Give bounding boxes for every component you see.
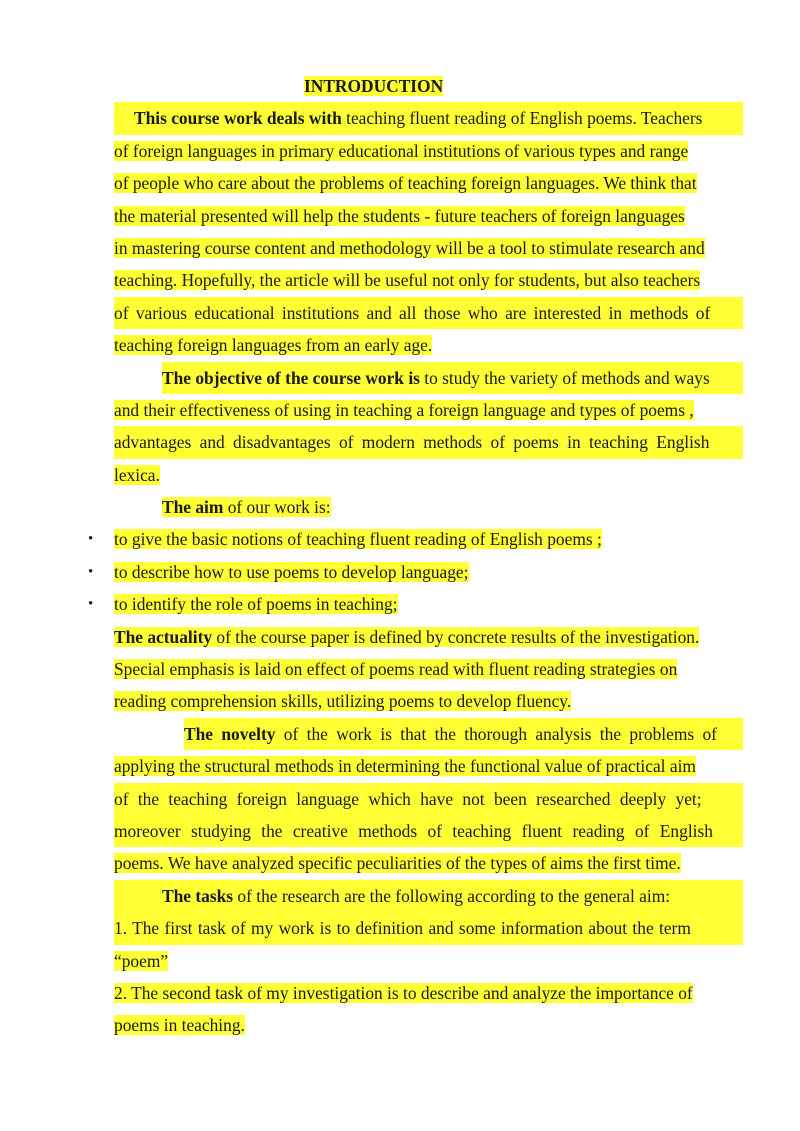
aim-line — [114, 491, 743, 523]
novelty-line-1 — [114, 718, 743, 750]
actuality-line-3 — [114, 685, 743, 717]
objective-line-4 — [114, 459, 743, 491]
aim-item-text: to identify the role of poems in teaching; — [114, 594, 398, 615]
actuality-lead: The actuality — [114, 626, 213, 647]
intro-text: teaching fluent reading of English poems. Teachers — [346, 108, 703, 129]
intro-text: of various educational institutions and all those who are interested in methods of — [114, 297, 743, 329]
novelty-line-3 — [114, 783, 743, 815]
intro-line-8 — [114, 329, 743, 361]
novelty-text: moreover studying the creative methods of teaching fluent reading of English — [114, 815, 743, 847]
intro-line-7 — [114, 297, 743, 329]
tasks-lead: The tasks — [162, 885, 234, 906]
intro-text: teaching. Hopefully, the article will be useful not only for students, but also teachers — [114, 270, 701, 291]
novelty-text: applying the structural methods in determining the functional value of practical aim — [114, 756, 696, 777]
intro-line-4 — [114, 200, 743, 232]
aim-list-item — [88, 556, 743, 588]
actuality-text: Special emphasis is laid on effect of poems read with fluent reading strategies on — [114, 659, 678, 680]
task-2-text: 2. The second task of my investigation is to describe and analyze the importance of — [114, 982, 693, 1003]
aim-list-item — [88, 588, 743, 620]
bullet-icon: • — [88, 563, 94, 580]
objective-text: lexica. — [114, 464, 160, 485]
novelty-text: of the work is that the thorough analysis the problems of — [283, 723, 717, 744]
aim-item-text: to give the basic notions of teaching fluent reading of English poems ; — [114, 529, 602, 550]
page-title: INTRODUCTION — [304, 76, 444, 96]
actuality-text: reading comprehension skills, utilizing poems to develop fluency. — [114, 691, 572, 712]
objective-lead: The objective of the course work is — [162, 367, 420, 388]
actuality-line-2 — [114, 653, 743, 685]
aim-text: of our work is: — [227, 497, 331, 518]
actuality-text: of the course paper is defined by concrete results of the investigation. — [216, 626, 700, 647]
task-1-text: “poem” — [114, 950, 169, 971]
intro-line-6 — [114, 264, 743, 296]
novelty-line-4 — [114, 815, 743, 847]
intro-line-1 — [114, 102, 743, 134]
task-1-line-1 — [114, 912, 743, 944]
objective-text: to study the variety of methods and ways — [424, 367, 710, 388]
objective-text: and their effectiveness of using in teaching a foreign language and types of poems , — [114, 399, 694, 420]
page-content — [88, 70, 743, 1042]
objective-text: advantages and disadvantages of modern methods of poems in teaching English — [114, 426, 743, 458]
aim-list-item — [88, 523, 743, 555]
intro-line-2 — [114, 135, 743, 167]
objective-line-2 — [114, 394, 743, 426]
task-1-text: 1. The first task of my work is to definition and some information about the term — [114, 912, 743, 944]
title-line — [114, 70, 743, 102]
task-2-line-2 — [114, 1009, 743, 1041]
objective-line-3 — [114, 426, 743, 458]
intro-text: in mastering course content and methodology will be a tool to stimulate research and — [114, 237, 705, 258]
aim-item-text: to describe how to use poems to develop language; — [114, 561, 469, 582]
tasks-line-1 — [114, 880, 743, 912]
intro-line-5 — [114, 232, 743, 264]
intro-text: teaching foreign languages from an early age. — [114, 335, 433, 356]
task-2-text: poems in teaching. — [114, 1015, 245, 1036]
intro-text: the material presented will help the students - future teachers of foreign languages — [114, 205, 685, 226]
objective-line-1 — [114, 362, 743, 394]
intro-text: of people who care about the problems of teaching foreign languages. We think that — [114, 173, 697, 194]
novelty-lead: The novelty — [184, 723, 276, 744]
novelty-text: poems. We have analyzed specific peculiarities of the types of aims the first time. — [114, 853, 681, 874]
task-2-line-1 — [114, 977, 743, 1009]
intro-line-3 — [114, 167, 743, 199]
bullet-icon: • — [88, 531, 94, 548]
tasks-text: of the research are the following according to the general aim: — [237, 885, 671, 906]
aim-lead: The aim — [162, 497, 224, 518]
novelty-line-2 — [114, 750, 743, 782]
actuality-line-1 — [114, 621, 743, 653]
intro-lead: This course work deals with — [134, 108, 342, 129]
intro-text: of foreign languages in primary educational institutions of various types and range — [114, 140, 689, 161]
novelty-line-5 — [114, 847, 743, 879]
task-1-line-2 — [114, 945, 743, 977]
novelty-text: of the teaching foreign language which have not been researched deeply yet; — [114, 783, 743, 815]
bullet-icon: • — [88, 596, 94, 613]
